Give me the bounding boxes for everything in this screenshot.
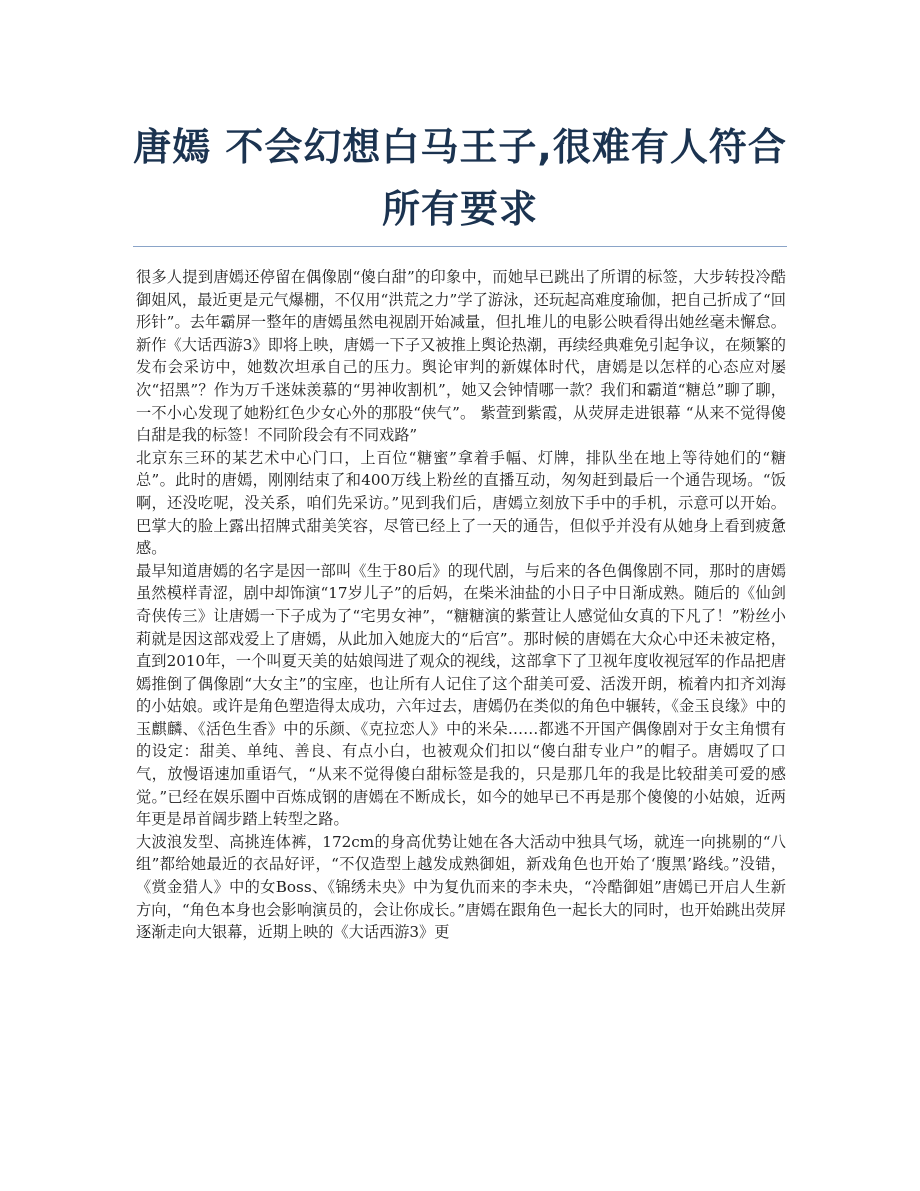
paragraph-4: 大波浪发型、高挑连体裤，172cm的身高优势让她在各大活动中独具气场，就连一向挑剔的“八组”都给她最近的衣品好评，“不仅造型上越发成熟御姐，新戏角色也开始了‘腹黑’路线。”没错，《赏金猎人》中的女Boss、《锦绣未央》中为复仇而来的李未央，“冷酷御姐”唐嫣已开启人生新方向，“角色本身也会影响演员的，会让你成长。”唐嫣在跟角色一起长大的同时，也开始跳出荧屏逐渐走向大银幕，近期上映的《大话西游3》更: [136, 832, 786, 942]
paragraph-1: 很多人提到唐嫣还停留在偶像剧“傻白甜”的印象中，而她早已跳出了所谓的标签，大步转投冷酷御姐风，最近更是元气爆棚，不仅用“洪荒之力”学了游泳，还玩起高难度瑜伽，把自己折成了“回形针”。去年霸屏一整年的唐嫣虽然电视剧开始减量，但扎堆儿的电影公映看得出她丝毫未懈怠。新作《大话西游3》即将上映，唐嫣一下子又被推上舆论热潮，再续经典难免引起争议，在频繁的发布会采访中，她数次坦承自己的压力。舆论审判的新媒体时代，唐嫣是以怎样的心态应对屡次“招黑”？作为万千迷妹羡慕的“男神收割机”，她又会钟情哪一款？我们和霸道“糖总”聊了聊，一不小心发现了她粉红色少女心外的那股“侠气”。 紫萱到紫霞，从荧屏走进银幕 “从来不觉得傻白甜是我的标签！不同阶段会有不同戏路”: [136, 268, 786, 445]
paragraph-3: 最早知道唐嫣的名字是因一部叫《生于80后》的现代剧，与后来的各色偶像剧不同，那时的唐嫣虽然模样青涩，剧中却饰演“17岁儿子”的后妈，在柴米油盐的小日子中日渐成熟。随后的《仙剑奇侠传三》让唐嫣一下子成为了“宅男女神”，“糖糖演的紫萱让人感觉仙女真的下凡了！”粉丝小莉就是因这部戏爱上了唐嫣，从此加入她庞大的“后宫”。那时候的唐嫣在大众心中还未被定格，直到2010年，一个叫夏天美的姑娘闯进了观众的视线，这部拿下了卫视年度收视冠军的作品把唐嫣推倒了偶像剧“大女主”的宝座，也让所有人记住了这个甜美可爱、活泼开朗，梳着内扣齐刘海的小姑娘。或许是角色塑造得太成功，六年过去，唐嫣仍在类似的角色中辗转，《金玉良缘》中的玉麒麟、《活色生香》中的乐颜、《克拉恋人》中的米朵……都逃不开国产偶像剧对于女主角惯有的设定：甜美、单纯、善良、有点小白，也被观众们扣以“傻白甜专业户”的帽子。唐嫣叹了口气，放慢语速加重语气，“从来不觉得傻白甜标签是我的，只是那几年的我是比较甜美可爱的感觉。”已经在娱乐圈中百炼成钢的唐嫣在不断成长，如今的她早已不再是那个傻傻的小姑娘，近两年更是昂首阔步踏上转型之路。: [136, 561, 786, 829]
document-title: 唐嫣 不会幻想白马王子,很难有人符合所有要求: [133, 125, 787, 231]
title-divider: [133, 246, 787, 247]
paragraph-2: 北京东三环的某艺术中心门口，上百位“糖蜜”拿着手幅、灯牌，排队坐在地上等待她们的“糖总”。此时的唐嫣，刚刚结束了和400万线上粉丝的直播互动，匆匆赶到最后一个通告现场。“饭啊，还没吃呢，没关系，咱们先采访。”见到我们后，唐嫣立刻放下手中的手机，示意可以开始。巴掌大的脸上露出招牌式甜美笑容，尽管已经上了一天的通告，但似乎并没有从她身上看到疲惫感。: [136, 448, 786, 558]
article-body: [136, 266, 786, 944]
